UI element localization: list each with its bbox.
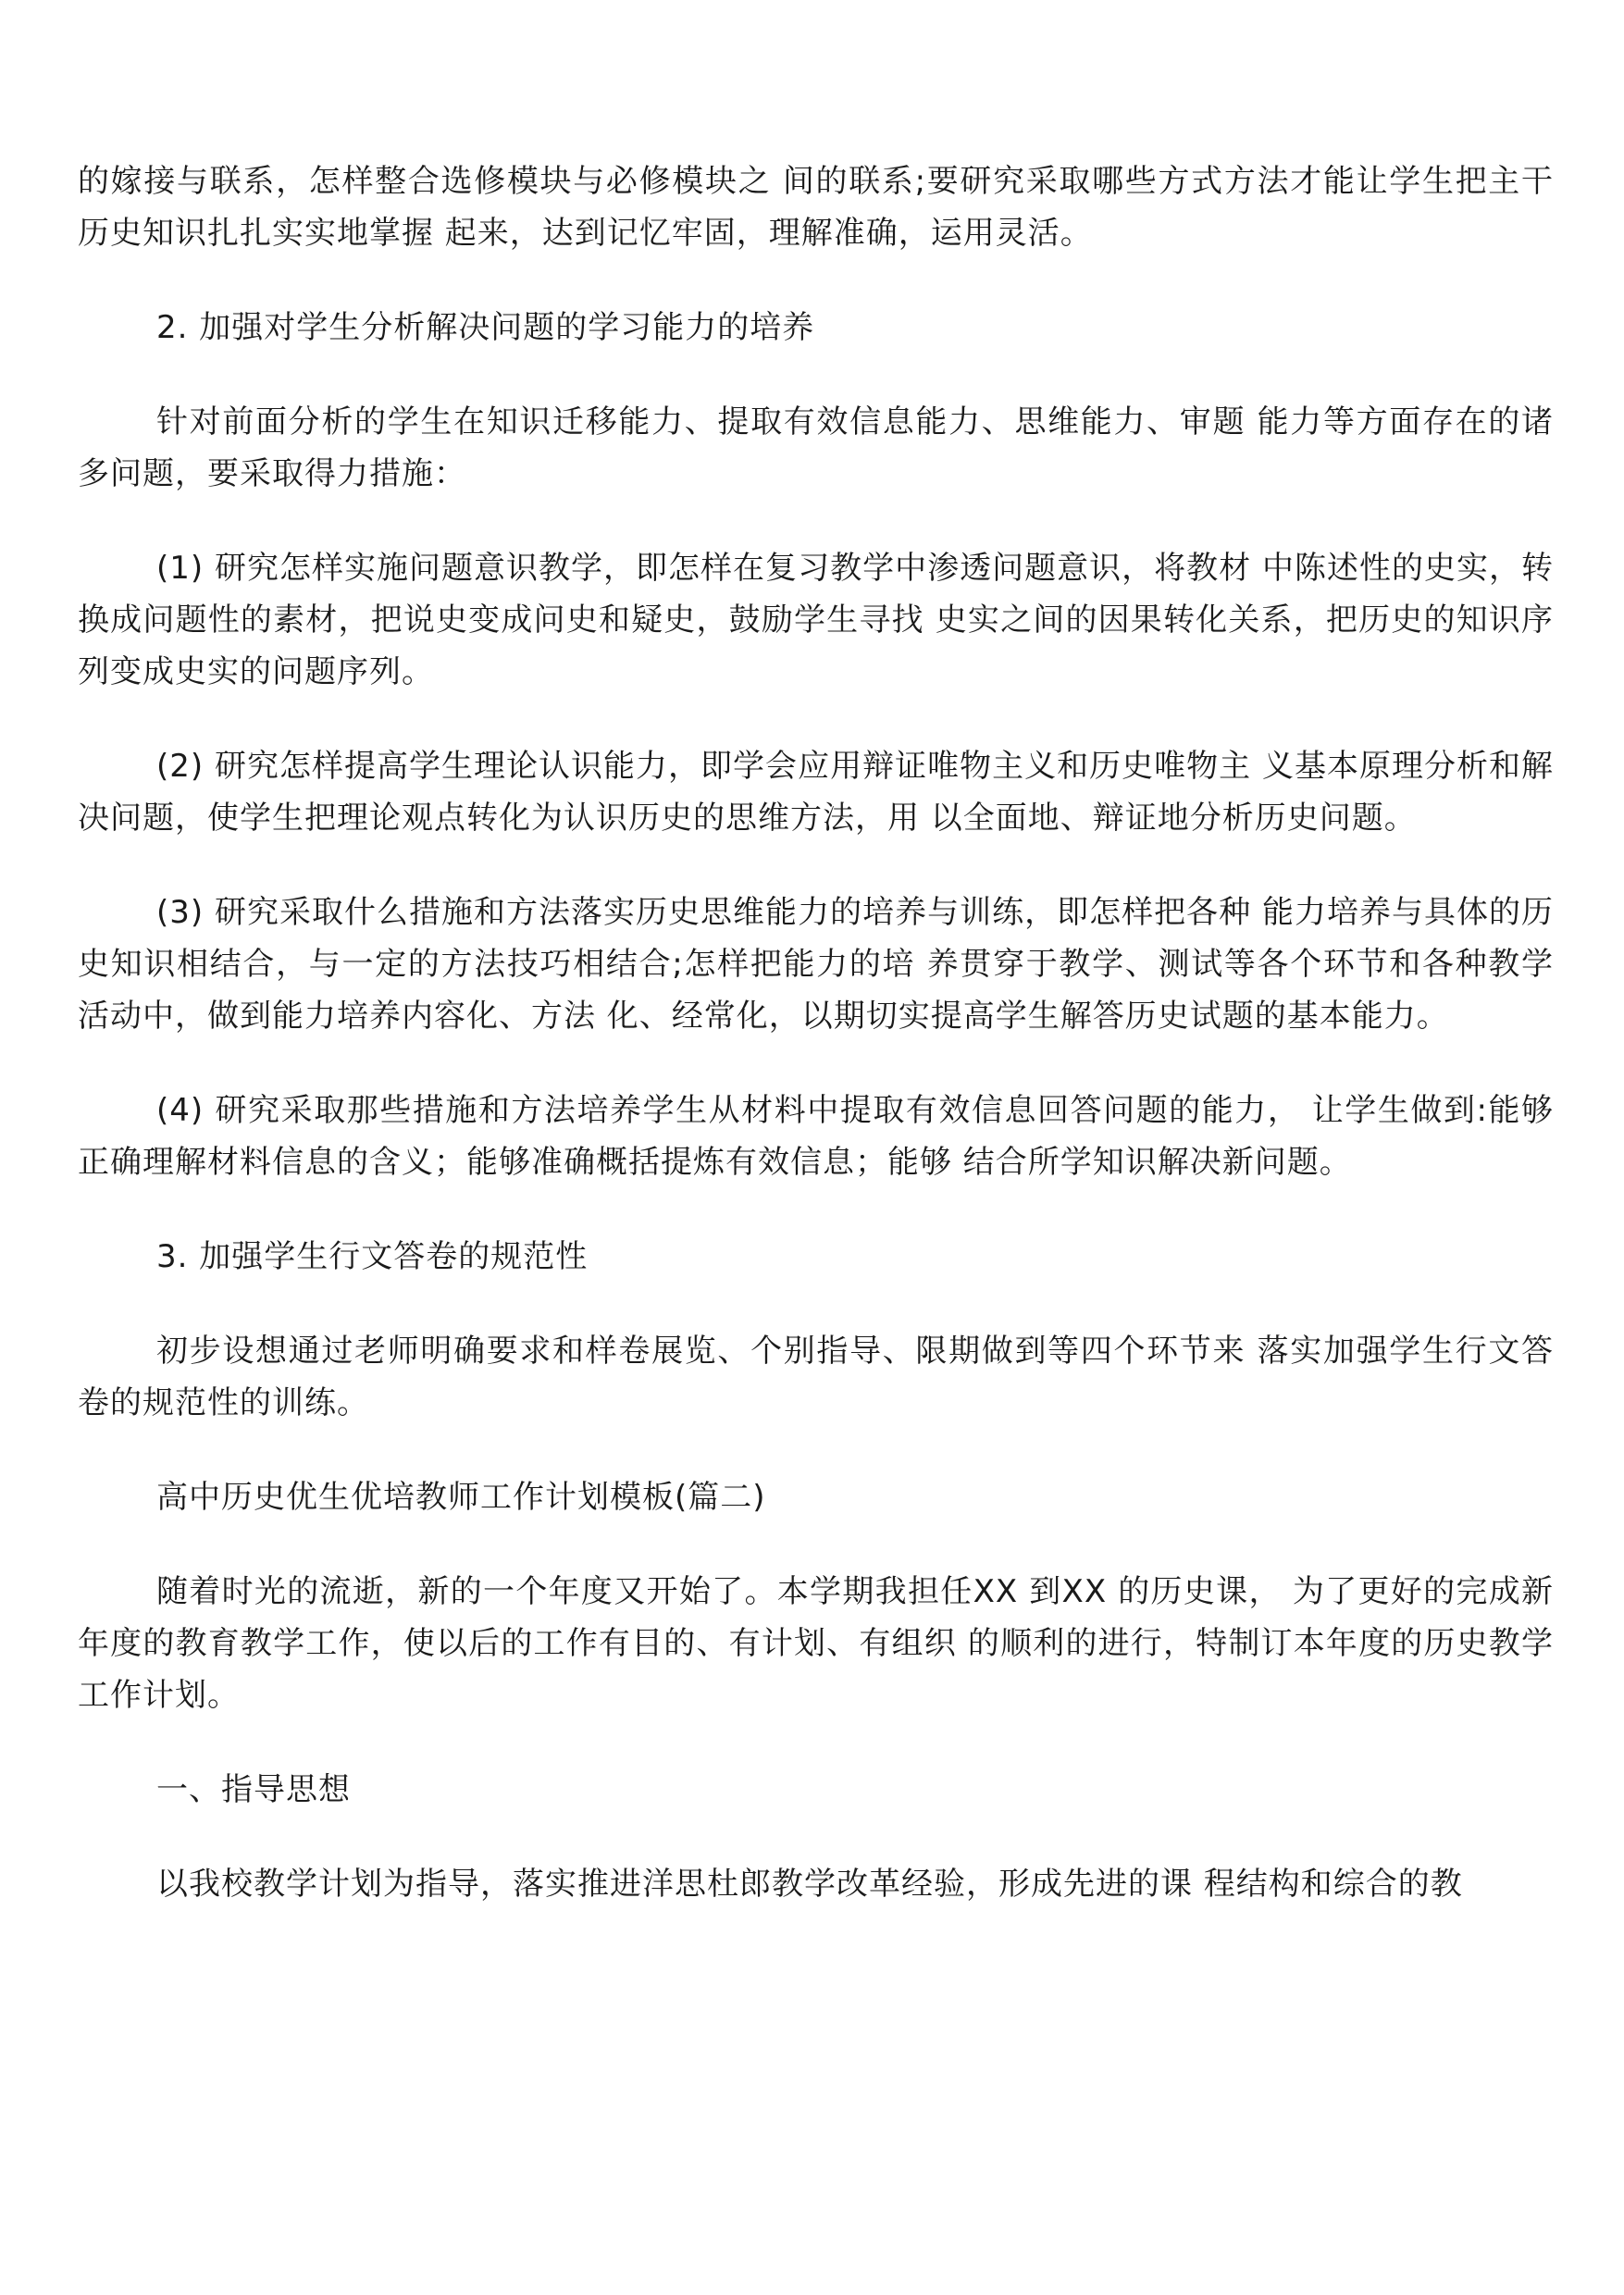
document-page — [78, 155, 1554, 1953]
paragraph-3: 初步设想通过老师明确要求和样卷展览、个别指导、限期做到等四个环节来 落实加强学生行文答卷的规范性的训练。 — [78, 1333, 1554, 1421]
section-heading-2: 2. 加强对学生分析解决问题的学习能力的培养 — [156, 309, 815, 346]
paragraph-2: 针对前面分析的学生在知识迁移能力、提取有效信息能力、思维能力、审题 能力等方面存在的诸多问题，要采取得力措施： — [78, 403, 1554, 492]
list-item-4: (4) 研究采取那些措施和方法培养学生从材料中提取有效信息回答问题的能力， 让学生做到:能够正确理解材料信息的含义；能够准确概括提炼有效信息；能够 结合所学知识解决新问题。 — [78, 1092, 1554, 1181]
list-item-2: (2) 研究怎样提高学生理论认识能力，即学会应用辩证唯物主义和历史唯物主 义基本原理分析和解决问题，使学生把理论观点转化为认识历史的思维方法，用 以全面地、辩证地分析历史问题。 — [78, 748, 1554, 837]
article-title: 高中历史优生优培教师工作计划模板(篇二) — [156, 1479, 766, 1516]
list-item-1: (1) 研究怎样实施问题意识教学，即怎样在复习教学中渗透问题意识，将教材 中陈述性的史实，转换成问题性的素材，把说史变成问史和疑史，鼓励学生寻找 史实之间的因果转化关系，把历史的知识序列变成史实的问题序列。 — [78, 550, 1554, 690]
paragraph-4: 随着时光的流逝，新的一个年度又开始了。本学期我担任XX 到XX 的历史课， 为了更好的完成新年度的教育教学工作，使以后的工作有目的、有计划、有组织 的顺利的进行，特制订本年度的历史教学工作计划。 — [78, 1573, 1554, 1714]
section-heading-guiding: 一、指导思想 — [156, 1771, 351, 1808]
paragraph-1: 的嫁接与联系，怎样整合选修模块与必修模块之 间的联系;要研究采取哪些方式方法才能让学生把主干历史知识扎扎实实地掌握 起来，达到记忆牢固，理解准确，运用灵活。 — [78, 163, 1554, 252]
paragraph-5: 以我校教学计划为指导，落实推进洋思杜郎教学改革经验，形成先进的课 程结构和综合的教 — [156, 1866, 1463, 1903]
section-heading-3: 3. 加强学生行文答卷的规范性 — [156, 1238, 589, 1275]
list-item-3: (3) 研究采取什么措施和方法落实历史思维能力的培养与训练，即怎样把各种 能力培养与具体的历史知识相结合，与一定的方法技巧相结合;怎样把能力的培 养贯穿于教学、测试等各个环节和各种教学活动中，做到能力培养内容化、方法 化、经常化，以期切实提高学生解答历史试题的基本能力。 — [78, 894, 1554, 1035]
